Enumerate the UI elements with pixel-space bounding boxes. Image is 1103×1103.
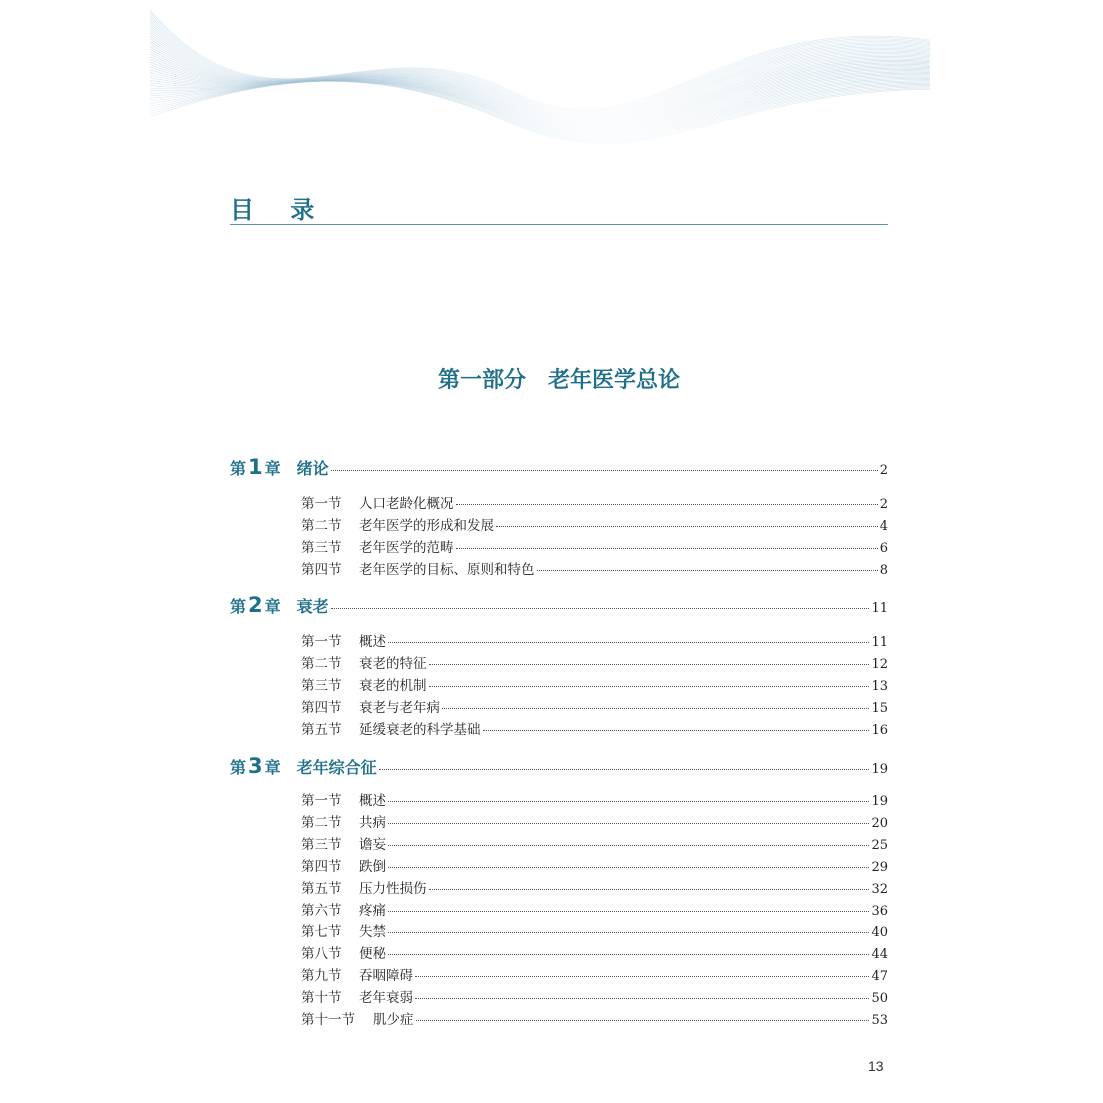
section-title: 老年医学的形成和发展 [359,517,494,534]
section-label: 第五节 [301,880,342,897]
section-title: 老年医学的目标、原则和特色 [359,561,535,578]
section-entry[interactable] [301,986,888,1008]
dot-leader [388,823,869,824]
section-label: 第四节 [301,699,342,716]
section-label: 第四节 [301,561,342,578]
chapter-title: 衰老 [296,597,329,616]
chapter-page: 11 [871,601,888,616]
section-title: 压力性损伤 [359,880,427,897]
section-label: 第七节 [301,924,342,941]
chapter-number: 第2 章 [230,593,281,617]
section-label: 第一节 [301,634,342,650]
section-entry[interactable] [301,920,888,942]
section-page: 13 [871,678,888,694]
section-entry[interactable] [301,514,888,536]
section-entry[interactable] [301,1008,888,1030]
section-page: 12 [871,656,888,672]
section-label: 第二节 [301,517,342,534]
page-number: 13 [868,1058,884,1074]
section-page: 40 [871,925,888,941]
section-entry[interactable] [301,674,888,696]
section-page: 11 [871,635,888,650]
section-title: 衰老与老年病 [359,699,440,716]
dot-leader [483,730,870,731]
dot-leader [388,932,869,933]
dot-leader [388,845,869,846]
section-entry[interactable] [301,877,888,899]
section-title: 共病 [359,814,386,831]
chapter-number: 第1 章 [230,455,281,479]
section-page: 15 [871,700,888,716]
section-page: 20 [871,815,888,831]
section-title: 谵妄 [359,836,386,853]
section-entry[interactable] [301,964,888,986]
dot-leader [456,504,878,505]
section-title: 吞咽障碍 [359,968,413,985]
chapter-page: 19 [871,762,888,777]
dot-leader [331,608,870,609]
section-label: 第八节 [301,946,342,963]
section-label: 第二节 [301,814,342,831]
dot-leader [429,889,870,890]
dot-leader [496,526,878,527]
dot-leader [456,548,878,549]
dot-leader [415,998,869,999]
chapter-entry[interactable] [230,593,888,615]
section-page: 29 [871,859,888,875]
section-page: 8 [879,562,888,578]
chapter-title: 老年综合征 [296,758,377,777]
dot-leader [379,769,870,770]
section-entry[interactable] [301,492,888,514]
section-title: 便秘 [359,946,386,963]
section-title: 延缓衰老的科学基础 [359,721,481,738]
section-label: 第一节 [301,793,342,809]
section-title: 衰老的机制 [359,677,427,694]
toc-heading: 目 录 [230,196,329,224]
dot-leader [429,686,870,687]
section-entry[interactable] [301,630,888,652]
section-title: 老年衰弱 [359,990,413,1007]
section-entry[interactable] [301,718,888,740]
section-label: 第三节 [301,677,342,694]
section-title: 失禁 [359,924,386,941]
section-page: 44 [871,947,888,963]
section-title: 肌少症 [373,1012,414,1028]
section-page: 4 [879,518,888,534]
heading-rule [230,224,888,225]
section-label: 第九节 [301,968,342,985]
chapter-entry[interactable] [230,754,888,776]
dot-leader [442,708,869,709]
section-title: 衰老的特征 [359,655,427,672]
dot-leader [388,911,869,912]
dot-leader [331,470,878,471]
chapter-page: 2 [879,463,888,478]
dot-leader [388,867,869,868]
section-title: 疼痛 [359,902,386,919]
dot-leader [415,976,869,977]
section-page: 53 [871,1013,888,1028]
section-entry[interactable] [301,833,888,855]
section-entry[interactable] [301,789,888,811]
section-page: 19 [871,794,888,809]
chapter-number: 第3 章 [230,754,281,778]
section-page: 36 [871,903,888,919]
dot-leader [416,1020,870,1021]
section-entry[interactable] [301,652,888,674]
section-label: 第三节 [301,539,342,556]
dot-leader [388,801,869,802]
part-title: 第一部分 老年医学总论 [437,367,680,393]
section-label: 第六节 [301,902,342,919]
chapter-title: 绪论 [296,459,329,478]
dot-leader [537,570,878,571]
section-label: 第五节 [301,721,342,738]
section-entry[interactable] [301,696,888,718]
chapter-entry[interactable] [230,455,888,477]
section-entry[interactable] [301,536,888,558]
section-entry[interactable] [301,899,888,921]
section-title: 概述 [359,793,386,809]
section-label: 第四节 [301,858,342,875]
dot-leader [388,954,869,955]
section-label: 第一节 [301,496,342,512]
section-page: 25 [871,837,888,853]
section-label: 第三节 [301,836,342,853]
section-page: 2 [879,497,888,512]
section-page: 50 [871,991,888,1007]
dot-leader [429,664,870,665]
section-label: 第二节 [301,655,342,672]
section-entry[interactable] [301,942,888,964]
section-entry[interactable] [301,811,888,833]
section-label: 第十节 [301,990,342,1007]
section-page: 47 [871,969,888,985]
section-entry[interactable] [301,558,888,580]
section-title: 跌倒 [359,858,386,875]
section-title: 人口老龄化概况 [359,496,454,512]
section-page: 6 [879,540,888,556]
dot-leader [388,642,869,643]
section-page: 16 [871,722,888,738]
section-entry[interactable] [301,855,888,877]
section-title: 老年医学的范畴 [359,539,454,556]
section-page: 32 [871,881,888,897]
decorative-wave-banner [150,0,930,175]
section-title: 概述 [359,634,386,650]
section-label: 第十一节 [301,1012,355,1028]
